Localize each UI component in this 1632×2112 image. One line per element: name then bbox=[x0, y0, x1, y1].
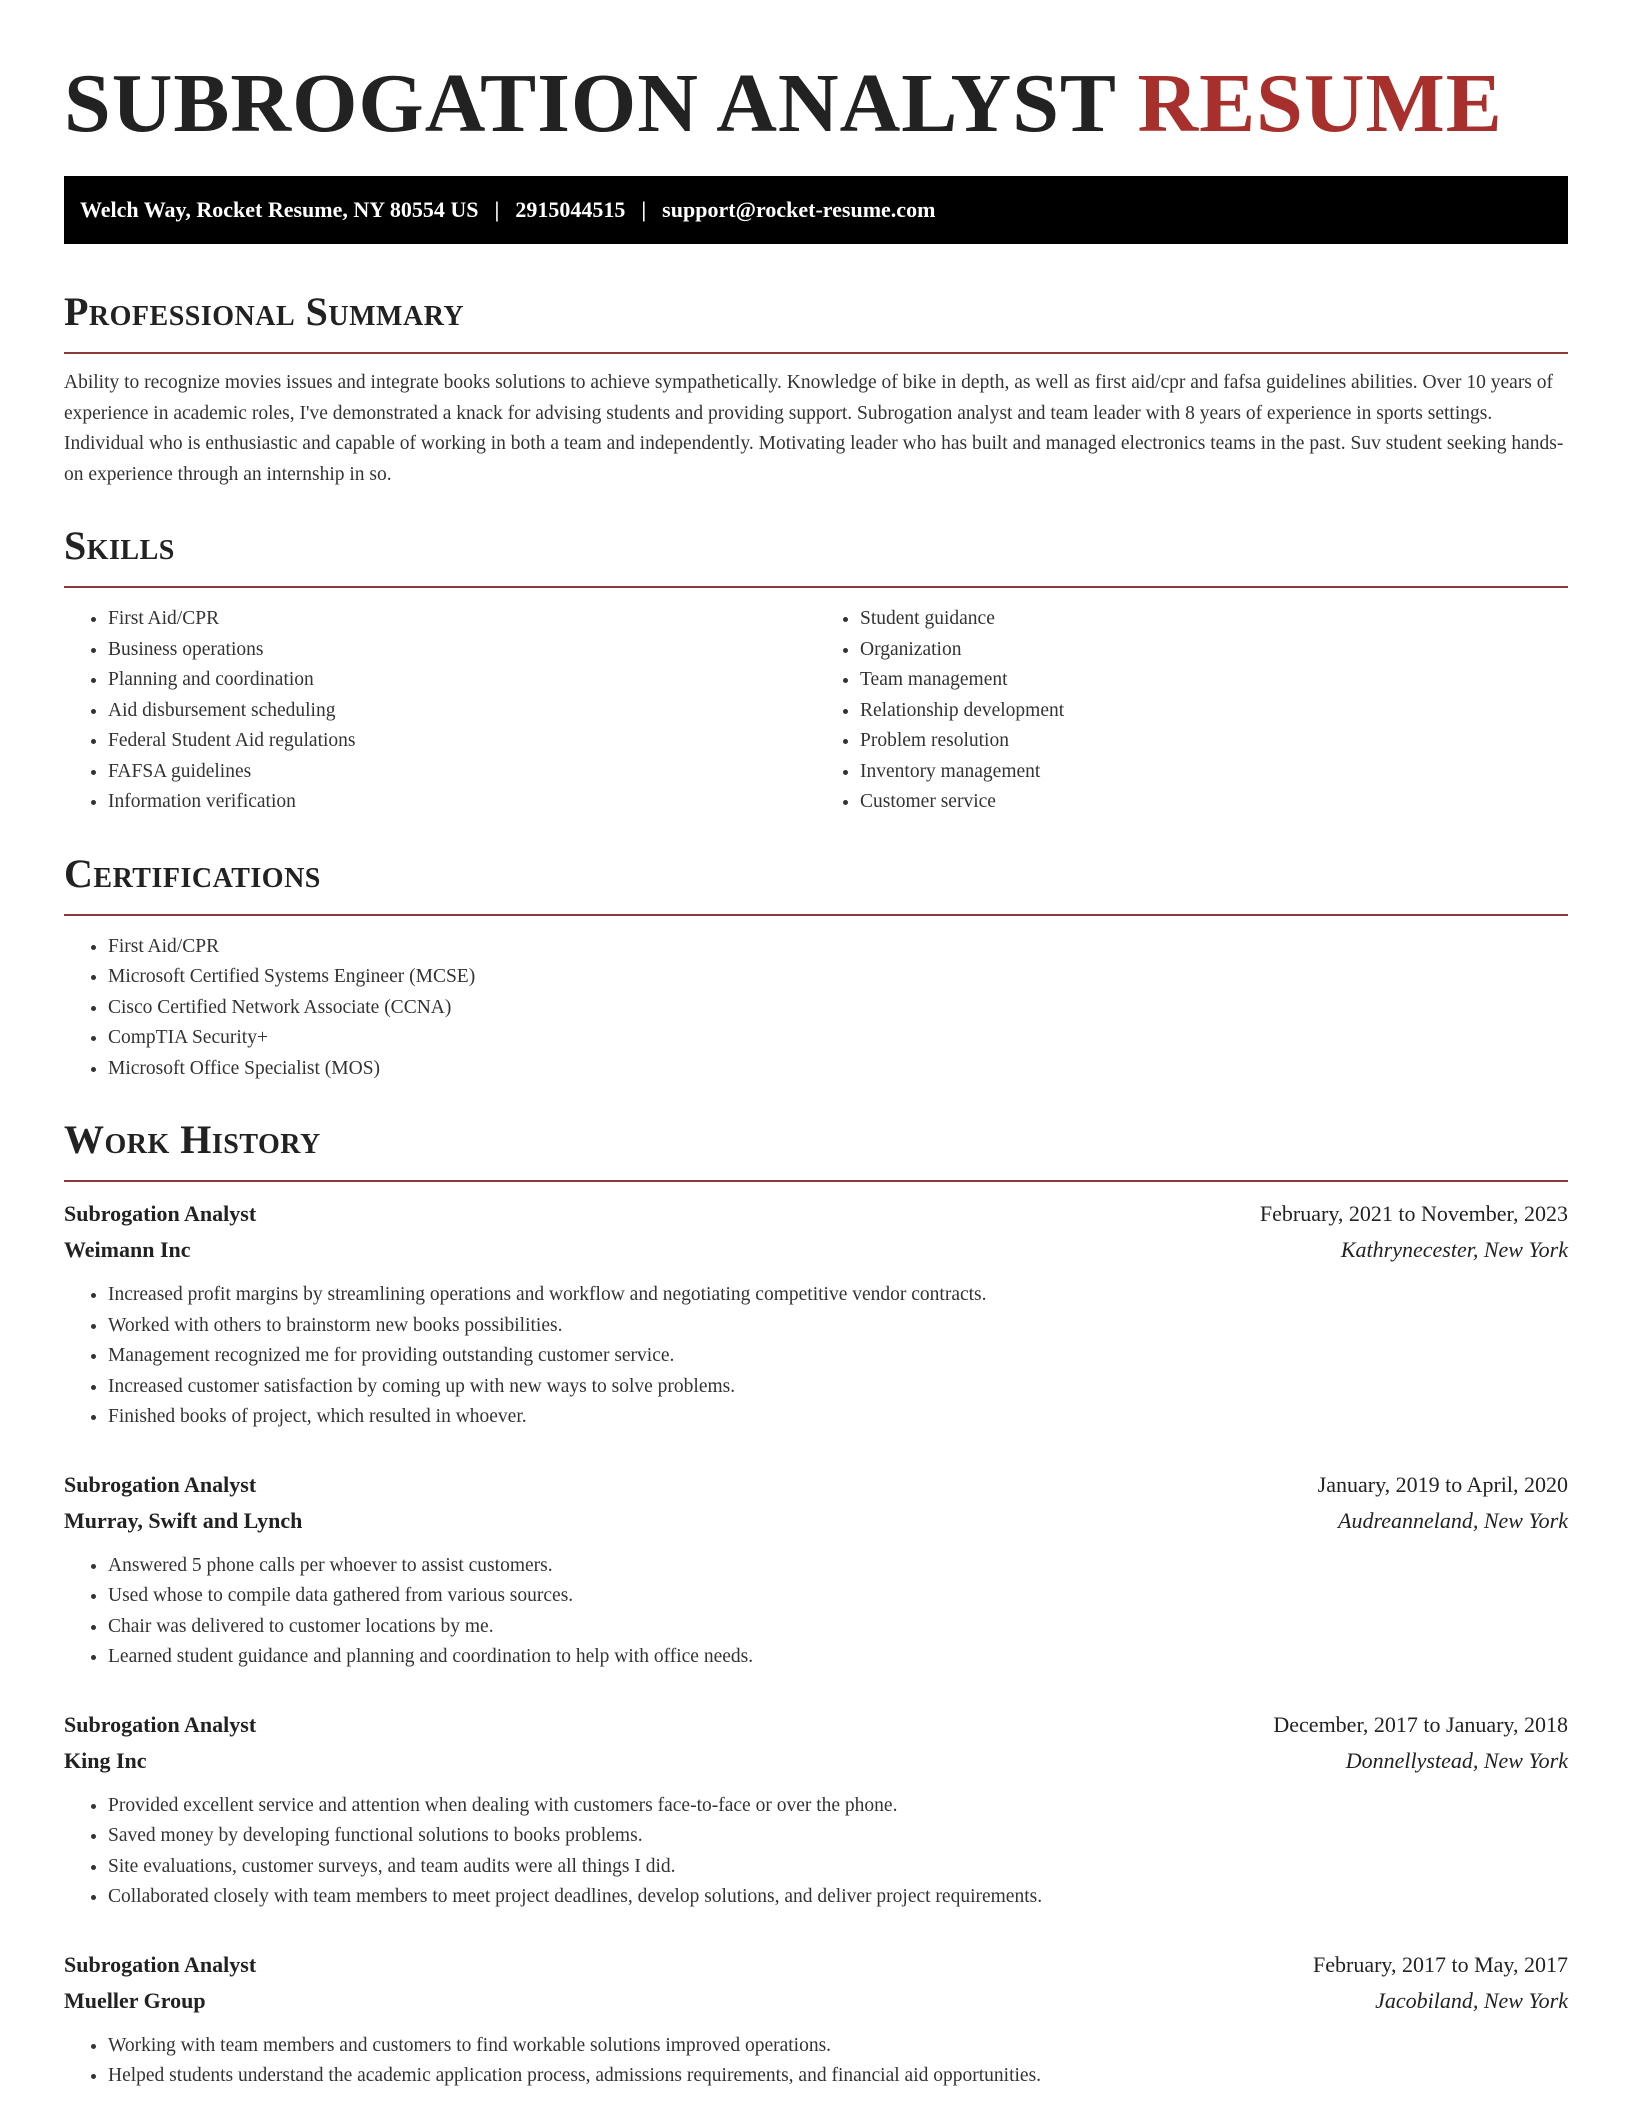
certification-item: • Cisco Certified Network Associate (CCNA) bbox=[108, 993, 1568, 1024]
skills-heading: Skills bbox=[64, 523, 175, 568]
skills-columns bbox=[64, 604, 1568, 818]
skill-item: • Federal Student Aid regulations bbox=[108, 726, 816, 757]
summary-heading: Professional Summary bbox=[64, 289, 465, 334]
skill-item: • First Aid/CPR bbox=[108, 604, 816, 635]
job-bullet: • Provided excellent service and attention when dealing with customers face-to-face or over the phone. bbox=[108, 1791, 1568, 1822]
job-bullet: • Helped students understand the academic application process, admissions requirements, and financial aid opportunities. bbox=[108, 2061, 1568, 2092]
job-bullet: • Management recognized me for providing outstanding customer service. bbox=[108, 1341, 1568, 1372]
section-divider bbox=[64, 586, 1568, 588]
work-history-section bbox=[64, 1116, 1568, 2092]
job-bullet: • Site evaluations, customer surveys, and team audits were all things I did. bbox=[108, 1852, 1568, 1883]
job-bullet: • Working with team members and customers to find workable solutions improved operations. bbox=[108, 2031, 1568, 2062]
job-title: Subrogation Analyst bbox=[64, 1201, 257, 1226]
job-location: Donnellystead, New York bbox=[1345, 1747, 1568, 1773]
job-title: Subrogation Analyst bbox=[64, 1951, 257, 1977]
job-header-row bbox=[64, 1707, 1568, 1743]
job-bullet: • Chair was delivered to customer locations by me. bbox=[108, 1612, 1568, 1643]
skill-item: • Relationship development bbox=[860, 696, 1568, 727]
job-company-row bbox=[64, 1743, 1568, 1779]
job-company: Mueller Group bbox=[64, 1987, 206, 2013]
job-bullet: • Saved money by developing functional solutions to books problems. bbox=[108, 1821, 1568, 1852]
job-bullet: • Answered 5 phone calls per whoever to assist customers. bbox=[108, 1551, 1568, 1582]
skill-item: • Customer service bbox=[860, 787, 1568, 818]
job-dates: December, 2017 to January, 2018 bbox=[1273, 1711, 1568, 1737]
contact-separator: | bbox=[494, 197, 500, 222]
job-entry bbox=[64, 1467, 1568, 1673]
certification-item: • Microsoft Certified Systems Engineer (MCSE) bbox=[108, 962, 1568, 993]
job-bullet: • Used whose to compile data gathered from various sources. bbox=[108, 1581, 1568, 1612]
skill-item: • Student guidance bbox=[860, 604, 1568, 635]
skill-item: • FAFSA guidelines bbox=[108, 757, 816, 788]
job-header-row bbox=[64, 1947, 1568, 1983]
certifications-list bbox=[64, 932, 1568, 1085]
job-bullets bbox=[64, 1791, 1568, 1913]
job-bullet: • Increased profit margins by streamlining operations and workflow and negotiating competitive vendor contracts. bbox=[108, 1280, 1568, 1311]
contact-separator: | bbox=[641, 197, 647, 222]
certification-item: • CompTIA Security+ bbox=[108, 1023, 1568, 1054]
job-bullet: • Increased customer satisfaction by coming up with new ways to solve problems. bbox=[108, 1372, 1568, 1403]
skill-item: • Organization bbox=[860, 635, 1568, 666]
certifications-section bbox=[64, 850, 1568, 1085]
section-divider bbox=[64, 914, 1568, 916]
skill-item: • Inventory management bbox=[860, 757, 1568, 788]
job-bullet: • Finished books of project, which resulted in whoever. bbox=[108, 1402, 1568, 1433]
certifications-heading: Certifications bbox=[64, 850, 321, 896]
contact-phone: 2915044515 bbox=[515, 197, 626, 222]
contact-email: support@rocket-resume.com bbox=[662, 197, 936, 222]
job-dates: January, 2019 to April, 2020 bbox=[1317, 1471, 1568, 1497]
job-bullet: • Collaborated closely with team members to meet project deadlines, develop solutions, and deliver project requirements. bbox=[108, 1882, 1568, 1913]
job-bullet: • Worked with others to brainstorm new books possibilities. bbox=[108, 1311, 1568, 1342]
job-entry bbox=[64, 1196, 1568, 1433]
work-history-heading: Work History bbox=[64, 1117, 321, 1162]
job-company-row bbox=[64, 1503, 1568, 1539]
job-company: King Inc bbox=[64, 1747, 147, 1773]
job-company-row bbox=[64, 1983, 1568, 2019]
certification-item: • Microsoft Office Specialist (MOS) bbox=[108, 1054, 1568, 1085]
title-accent: RESUME bbox=[1137, 57, 1503, 150]
section-divider bbox=[64, 1180, 1568, 1182]
job-header-row bbox=[64, 1467, 1568, 1503]
skills-list-right bbox=[816, 604, 1568, 818]
job-company: Weimann Inc bbox=[64, 1237, 191, 1262]
job-dates: February, 2021 to November, 2023 bbox=[1259, 1201, 1568, 1226]
title-main: SUBROGATION ANALYST bbox=[64, 57, 1116, 150]
skill-item: • Aid disbursement scheduling bbox=[108, 696, 816, 727]
job-location: Audreanneland, New York bbox=[1338, 1507, 1568, 1533]
job-title: Subrogation Analyst bbox=[64, 1711, 257, 1737]
certification-item: • First Aid/CPR bbox=[108, 932, 1568, 963]
job-company-row bbox=[64, 1232, 1568, 1268]
job-location: Jacobiland, New York bbox=[1375, 1987, 1568, 2013]
job-bullets bbox=[64, 2031, 1568, 2092]
skill-item: • Problem resolution bbox=[860, 726, 1568, 757]
job-bullets bbox=[64, 1280, 1568, 1433]
summary-section bbox=[64, 288, 1568, 490]
job-entry bbox=[64, 1947, 1568, 2092]
summary-text: Ability to recognize movies issues and integrate books solutions to achieve sympathetically. Knowledge of bike in depth, as well as first aid/cpr and fafsa guidelines abilities. Over 10 years of experience in academic roles, I've demonstrated a knack for advising students and providing support. Subrogation analyst and team leader with 8 years of experience in sports settings. Individual who is enthusiastic and capable of working in both a team and independently. Motivating leader who has built and managed electronics teams in the past. Suv student seeking hands-on experience through an internship in so. bbox=[64, 372, 1564, 485]
job-bullet: • Learned student guidance and planning and coordination to help with office needs. bbox=[108, 1642, 1568, 1673]
contact-address: Welch Way, Rocket Resume, NY 80554 US bbox=[80, 197, 479, 222]
job-title: Subrogation Analyst bbox=[64, 1471, 257, 1497]
section-divider bbox=[64, 352, 1568, 354]
job-header-row bbox=[64, 1196, 1568, 1232]
contact-bar bbox=[64, 176, 1568, 244]
skill-item: • Team management bbox=[860, 665, 1568, 696]
resume-title bbox=[64, 0, 1568, 152]
job-bullets bbox=[64, 1551, 1568, 1673]
skills-section bbox=[64, 522, 1568, 818]
job-location: Kathrynecester, New York bbox=[1340, 1237, 1568, 1262]
skill-item: • Planning and coordination bbox=[108, 665, 816, 696]
skill-item: • Information verification bbox=[108, 787, 816, 818]
job-company: Murray, Swift and Lynch bbox=[64, 1507, 303, 1533]
job-dates: February, 2017 to May, 2017 bbox=[1313, 1951, 1568, 1977]
skills-list-left bbox=[64, 604, 816, 818]
job-entry bbox=[64, 1707, 1568, 1913]
skill-item: • Business operations bbox=[108, 635, 816, 666]
